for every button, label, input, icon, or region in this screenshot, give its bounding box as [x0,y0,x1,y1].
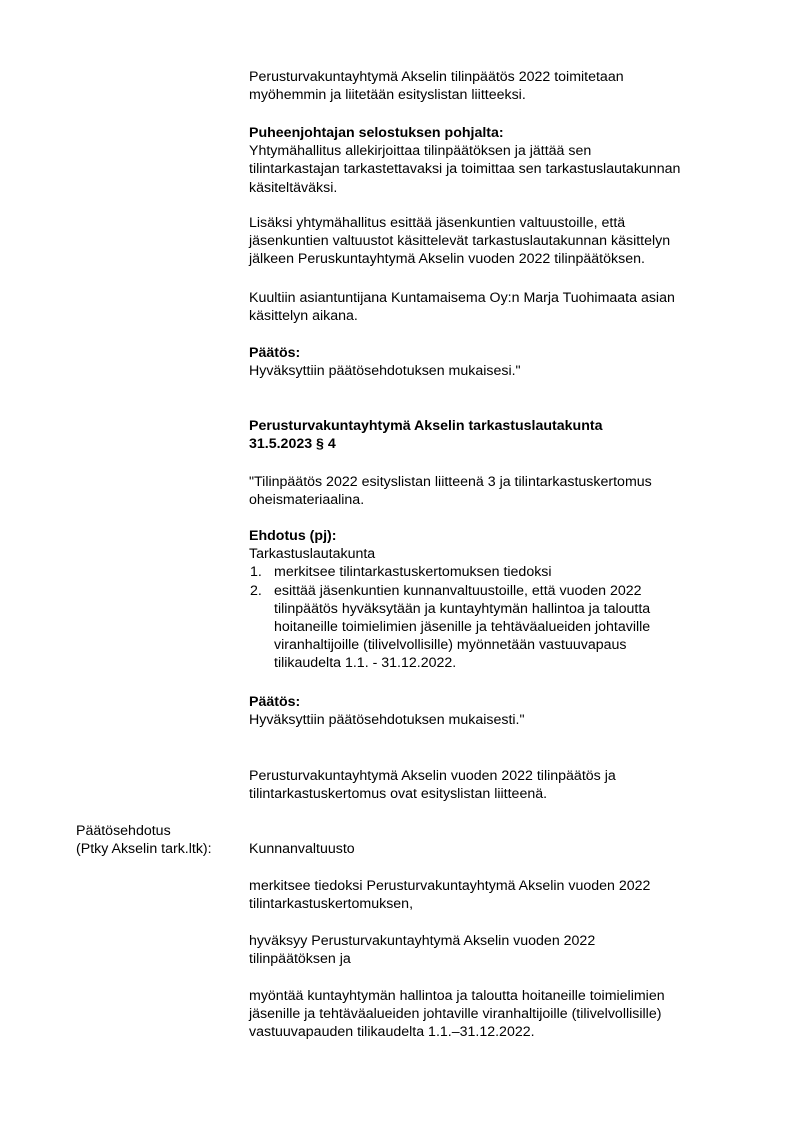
label-line: Päätösehdotus [76,823,171,839]
text-line: tilikaudelta 1.1. - 31.12.2022. [274,655,457,672]
decision-heading: Päätös: [249,345,301,361]
list-number: 2. [250,582,262,599]
text-line: Lisäksi yhtymähallitus esittää jäsenkuntien valtuustoille, että [249,215,626,231]
list-number: 1. [250,564,262,581]
text-line: oheismateriaalina. [249,492,365,509]
kuultiin-paragraph [249,289,739,325]
text-line: merkitsee tiedoksi Perusturvakuntayhtymä Akselin vuoden 2022 [249,878,651,894]
text-line: tilintarkastuskertomuksen, [249,896,414,913]
text-line: myöhemmin ja liitetään esityslistan liitteeksi. [249,87,526,104]
text-line: Yhtymähallitus allekirjoittaa tilinpäätöksen ja jättää sen [249,143,592,160]
merkitsee-paragraph [249,877,739,913]
decision-1 [249,344,739,380]
proposal-heading: Ehdotus (pj): [249,528,337,544]
proposal-label [76,822,212,858]
board-heading [249,417,739,453]
lisaksi-paragraph [249,214,739,269]
heading-line: Perusturvakuntayhtymä Akselin tarkastuslautakunta [249,418,603,434]
text-line: Kuultiin asiantuntijana Kuntamaisema Oy:n Marja Tuohimaata asian [249,290,675,306]
decision-heading: Päätös: [249,694,301,710]
chair-section [249,124,739,197]
intro-paragraph [249,68,739,104]
hyvaksyy-paragraph [249,932,739,968]
list-item [249,563,739,581]
text-line: tilinpäätöksen ja [249,951,351,968]
text-line: jälkeen Peruskuntayhtymä Akselin vuoden 2022 tilinpäätöksen. [249,251,645,268]
text-line: esittää jäsenkuntien kunnanvaltuustoille, että vuoden 2022 [274,582,642,599]
text-line: Perusturvakuntayhtymä Akselin tilinpäätös 2022 toimitetaan [249,69,624,85]
text-line: hyväksyy Perusturvakuntayhtymä Akselin vuoden 2022 [249,933,596,949]
proposal-subject: Tarkastuslautakunta [249,546,376,563]
attachments-paragraph [249,767,739,803]
text-line: merkitsee tilintarkastuskertomuksen tiedoksi [274,564,552,581]
tilinpaatos-paragraph [249,473,739,509]
proposal-section [249,527,739,673]
myontaa-paragraph [249,987,739,1042]
text-line: vastuuvapauden tilikaudelta 1.1.–31.12.2022. [249,1024,535,1041]
text-line: tilintarkastuskertomus ovat esityslistan liitteenä. [249,786,548,803]
text-line: tilintarkastajan tarkastettavaksi ja toimittaa sen tarkastuslautakunnan [249,161,681,178]
decision-2 [249,693,739,729]
text-line: Perusturvakuntayhtymä Akselin vuoden 2022 tilinpäätös ja [249,768,616,784]
text-line: hoitaneille toimielimien jäsenille ja tehtäväalueiden johtaville [274,619,651,636]
list-item [249,582,739,673]
text-line: jäsenkuntien valtuustot käsittelevät tarkastuslautakunnan käsittelyn [249,233,671,250]
decision-text: Hyväksyttiin päätösehdotuksen mukaisesti." [249,712,525,729]
text-line: käsiteltäväksi. [249,179,338,196]
text-line: käsittelyn aikana. [249,308,358,325]
proposal-list [249,563,739,672]
text-line: viranhaltijoille (tilivelvollisille) myönnetään vastuuvapaus [274,637,627,654]
decision-text: Hyväksyttiin päätösehdotuksen mukaisesi." [249,363,521,380]
text-line: tilinpäätös hyväksytään ja kuntayhtymän hallintoa ja taloutta [274,600,651,617]
heading-line: 31.5.2023 § 4 [249,436,336,453]
council-name: Kunnanvaltuusto [249,841,355,857]
text-line: "Tilinpäätös 2022 esityslistan liitteenä 3 ja tilintarkastuskertomus [249,474,652,490]
text-line: myöntää kuntayhtymän hallintoa ja taloutta hoitaneille toimielimien [249,988,665,1004]
text-line: jäsenille ja tehtäväalueiden johtaville viranhaltijoille (tilivelvollisille) [249,1006,662,1023]
section-heading: Puheenjohtajan selostuksen pohjalta: [249,125,504,141]
council-label [249,840,739,858]
label-line: (Ptky Akselin tark.ltk): [76,841,212,858]
